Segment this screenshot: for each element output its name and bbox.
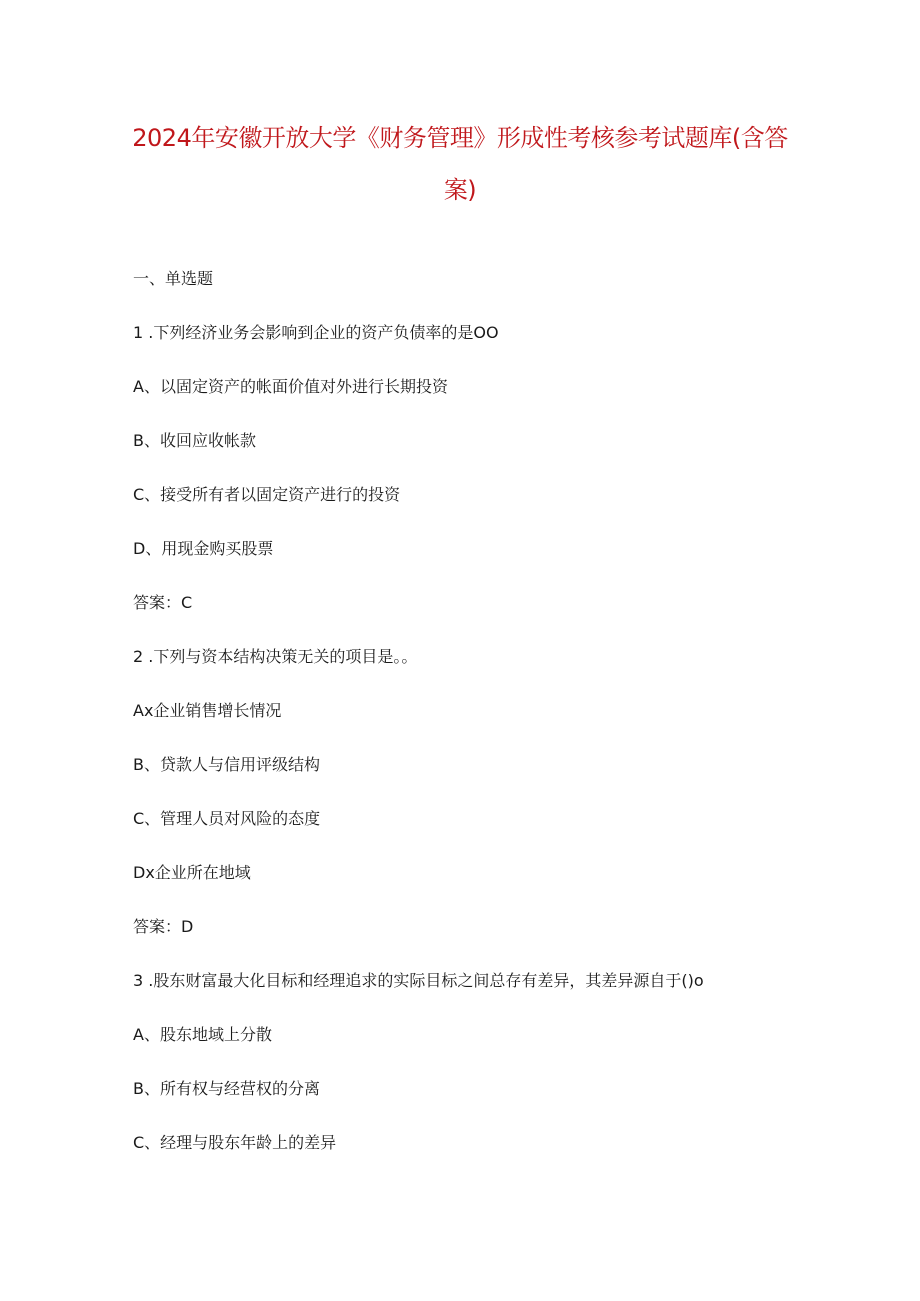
- section-heading: 一、单选题: [133, 269, 214, 288]
- question-2-answer: 答案：D: [133, 917, 194, 936]
- question-3-option-b: B、所有权与经营权的分离: [133, 1079, 320, 1098]
- question-1: 1 .下列经济业务会影响到企业的资产负债率的是OO: [133, 323, 499, 342]
- question-1-option-b: B、收回应收帐款: [133, 431, 256, 450]
- question-3-option-a: A、股东地域上分散: [133, 1025, 272, 1044]
- question-2-option-b: B、贷款人与信用评级结构: [133, 755, 320, 774]
- question-1-option-c: C、接受所有者以固定资产进行的投资: [133, 485, 401, 504]
- question-3: 3 .股东财富最大化目标和经理追求的实际目标之间总存有差异，其差异源自于()o: [133, 971, 704, 990]
- question-2-option-d: Dx企业所在地域: [133, 863, 251, 882]
- question-2-option-c: C、管理人员对风险的态度: [133, 809, 321, 828]
- question-2: 2 .下列与资本结构决策无关的项目是。。: [133, 647, 418, 666]
- question-1-option-d: D、用现金购买股票: [133, 539, 274, 558]
- question-2-option-a: Ax企业销售增长情况: [133, 701, 282, 720]
- question-1-answer: 答案：C: [133, 593, 193, 612]
- question-3-option-c: C、经理与股东年龄上的差异: [133, 1133, 337, 1152]
- question-1-option-a: A、以固定资产的帐面价值对外进行长期投资: [133, 377, 448, 396]
- document-title-line-2: 案): [443, 176, 477, 204]
- document-title-line-1: 2024年安徽开放大学《财务管理》形成性考核参考试题库(含答: [132, 124, 788, 152]
